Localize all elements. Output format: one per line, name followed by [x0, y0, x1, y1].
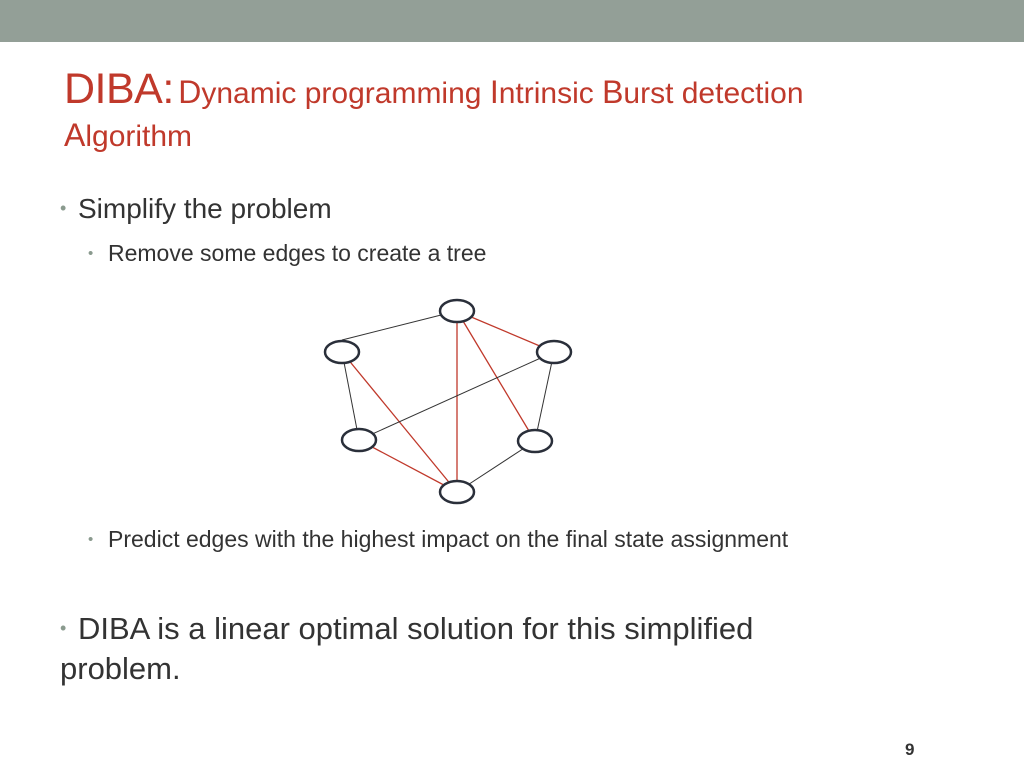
node-lower-right [518, 430, 552, 452]
node-top [440, 300, 474, 322]
graph-edges [342, 311, 554, 492]
title-line-1 [64, 65, 964, 113]
graph-diagram [300, 280, 600, 510]
bullet-remove-edges [88, 240, 486, 267]
bullet-icon: • [60, 618, 67, 638]
bullet-icon: • [60, 198, 67, 218]
bullet-text: Simplify the problem [78, 193, 332, 224]
graph-nodes [325, 300, 571, 503]
title-part-2: Intrinsic [489, 74, 603, 110]
bullet-icon: • [88, 245, 94, 262]
bullet-simplify [60, 193, 332, 225]
bullet-text: Predict edges with the highest impact on the final state assignment [108, 526, 789, 552]
bullet-icon: • [88, 531, 94, 548]
edge-upper-left-top [342, 311, 457, 340]
title-part-3: Burst detection [602, 74, 804, 110]
bullet-text: DIBA is a linear optimal solution for this simplified problem. [60, 611, 754, 686]
node-upper-right [537, 341, 571, 363]
node-upper-left [325, 341, 359, 363]
edge-top-lower-right [457, 311, 535, 441]
top-bar [0, 0, 1024, 42]
edge-lower-left-bottom [359, 440, 457, 492]
page-number: 9 [905, 740, 915, 759]
slide-title [64, 65, 964, 153]
bullet-diba-solution [60, 608, 860, 689]
bullet-predict-edges [88, 526, 788, 553]
title-line-2: Algorithm [64, 117, 193, 153]
edge-upper-right-lower-right [535, 352, 554, 441]
node-lower-left [342, 429, 376, 451]
edge-upper-left-lower-left [342, 352, 359, 440]
title-prefix: DIBA: [64, 65, 174, 113]
bullet-text: Remove some edges to create a tree [108, 240, 487, 266]
title-part-1: Dynamic programming [178, 74, 490, 110]
node-bottom [440, 481, 474, 503]
